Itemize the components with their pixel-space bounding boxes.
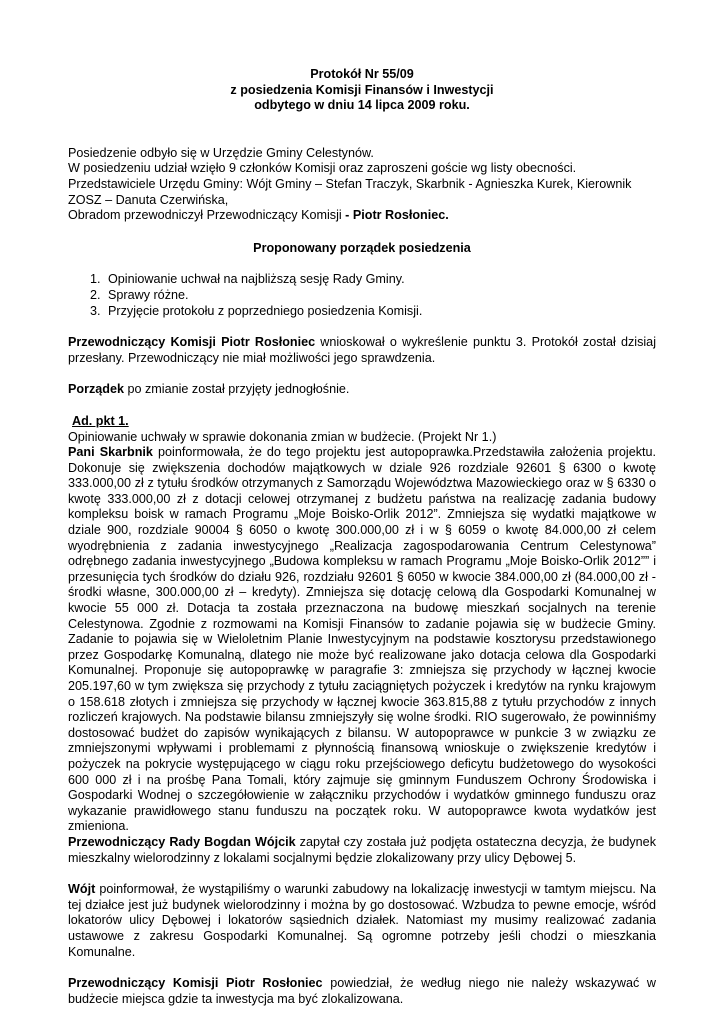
agenda-item: 3. Przyjęcie protokołu z poprzedniego posiedzenia Komisji. <box>104 304 656 320</box>
council-chair-paragraph <box>68 835 656 866</box>
speaker-name: Porządek <box>68 382 124 397</box>
intro-chair-name: - Piotr Rosłoniec. <box>345 208 449 223</box>
intro-location: Posiedzenie odbyło się w Urzędzie Gminy Celestynów. <box>68 145 374 160</box>
paragraph-text: poinformował, że wystąpiliśmy o warunki zabudowy na lokalizację inwestycji w tamtym miejscu. Na tej działce jest już budynek wielorodzinny i można by go dostosować. Wzbudza to pewne emocje, wśród lokatorów ulicy Dębowej i lokatorów sąsiednich działek. Natomiast my musimy realizować zadania ustawowe z zakresu Gospodarki Komunalnej. Są ogromne potrzeby jeśli chodzi o mieszkania Komunalne. <box>68 882 656 959</box>
protocol-title: Protokół Nr 55/09 <box>310 67 414 81</box>
treasurer-paragraph <box>68 445 656 835</box>
agenda-item: 1. Opiniowanie uchwał na najbliższą sesję Rady Gminy. <box>104 272 656 288</box>
committee-chair-paragraph <box>68 976 656 1007</box>
intro-representatives: Przedstawiciele Urzędu Gminy: Wójt Gminy – Stefan Traczyk, Skarbnik - Agnieszka Kurek, Kierownik ZOSZ – Danuta Czerwińska, <box>68 176 632 207</box>
agenda-list <box>68 272 656 319</box>
paragraph-text: zapytał czy została już podjęta ostateczna decyzja, że budynek mieszkalny wielorodzinny z lokalami socjalnymi będzie zlokalizowany przy ulicy Dębowej 5. <box>68 834 656 865</box>
paragraph-text: powiedział, że według niego nie należy wskazywać w budżecie miejsca gdzie ta inwestycja ma być zlokalizowana. <box>68 976 656 1006</box>
speaker-name: Przewodniczący Komisji Piotr Rosłoniec <box>68 976 323 991</box>
intro-chair <box>68 208 656 224</box>
protocol-date: odbytego w dniu 14 lipca 2009 roku. <box>254 98 470 113</box>
mayor-paragraph <box>68 882 656 960</box>
item-1-subject: Opiniowanie uchwały w sprawie dokonania zmian w budżecie. (Projekt Nr 1.) <box>68 429 497 444</box>
speaker-name: Pani Skarbnik <box>68 445 153 460</box>
paragraph-text: wnioskował o wykreślenie punktu 3. Protokół został dzisiaj przesłany. Przewodniczący nie miał możliwości jego sprawdzenia. <box>68 335 656 365</box>
agenda-item: 2. Sprawy różne. <box>104 288 656 304</box>
agenda-heading: Proponowany porządek posiedzenia <box>253 240 471 255</box>
speaker-name: Przewodniczący Komisji Piotr Rosłoniec <box>68 335 316 350</box>
paragraph-text: poinformowała, że do tego projektu jest autopoprawka.Przedstawiła założenia projektu. Dokonuje się zwiększenia dochodów majątkowych w dziale 926 rozdziale 92601 § 6300 o kwotę 333.000,00 zł z tytułu środków otrzymanych z Samorządu Województwa Mazowieckiego oraz w § 6330 o kwotę 333.000,00 zł z dotacji celowej otrzymanej z budżetu państwa na realizację zadania budowy kompleksu boisk w ramach Programu „Moje Boisko-Orlik 2012”. Zmniejsza się wydatki majątkowe w dziale 900, rozdziale 90004 § 6050 o kwotę 300.000,00 zł i w § 6059 o kwotę 84.000,00 zł celem wyodrębnienia z zadania inwestycyjnego „Realizacja zagospodarowania Centrum Celestynowa” odrębnego zadania inwestycyjnego „Budowa kompleksu w ramach Programu „Moje Boisko-Orlik 2012”” i przesunięcia tych środków do działu 926, rozdziału 92601 § 6050 w kwocie 384.000,00 zł (84.000,00 zł - środki własne, 300.000,00 zł – kredyty). Zmniejsza się dotację celową dla Gospodarki Komunalnej w kwocie 55 000 zł. Dotacja ta została przeznaczona na budowę mieszkań socjalnych na terenie Celestynowa. Zgodnie z rozmowami na Komisji Finansów to zadanie pojawia się w budżecie Gminy. Zadanie to pojawia się w Wieloletnim Planie Inwestycyjnym na podstawie kosztorysu przedstawionego przez Gospodarkę Komunalną, dlatego nie może być realizowane jako dotacja celowa dla Gospodarki Komunalnej. Proponuje się autopoprawkę w paragrafie 3: zmniejsza się przychody w łącznej kwocie 205.197,60 w tym zwiększa się przychody z tytułu zaciągniętych pożyczek i kredytów na rynku krajowym o 158.618 złotych i zmniejsza się przychody w łącznej kwocie 363.815,88 z tytułu przychodów z innych rozliczeń krajowych. Na podstawie bilansu zmniejszyły się wolne środki. RIO sugerowało, że powinniśmy dostosować budżet do zapisów wynikających z bilansu. W autopoprawce w punkcie 3 w związku ze zmniejszonymi wpływami i problemami z płynnością finansową wnioskuje o zwiększenie kredytów i pożyczek na pokrycie występującego w ciągu roku przejściowego deficytu budżetowego do wysokości 600 000 zł i na prośbę Pana Tomali, który zajmuje się gminnym Funduszem Ochrony Środowiska i Gospodarki Wodnej o szczegółowienie w załączniku przychodów i wydatków gminnego funduszu oraz wykazanie prawidłowego stanu funduszu na początek roku. W autopoprawce kwota wydatków jest zmieniona. <box>68 445 656 834</box>
speaker-name: Przewodniczący Rady Bogdan Wójcik <box>68 834 296 849</box>
protocol-subtitle: z posiedzenia Komisji Finansów i Inwestycji <box>230 82 494 97</box>
intro-section <box>68 146 656 224</box>
item-1-heading: Ad. pkt 1. <box>72 413 129 428</box>
intro-chair-text: Obradom przewodniczył Przewodniczący Komisji <box>68 208 346 223</box>
paragraph-text: po zmianie został przyjęty jednogłośnie. <box>124 382 350 397</box>
document-page <box>68 67 656 1007</box>
chair-motion-paragraph <box>68 335 656 366</box>
speaker-name: Wójt <box>68 882 96 897</box>
intro-attendance: W posiedzeniu udział wzięło 9 członków Komisji oraz zaproszeni goście wg listy obecności. <box>68 161 577 176</box>
agenda-adopted-paragraph <box>68 382 656 398</box>
